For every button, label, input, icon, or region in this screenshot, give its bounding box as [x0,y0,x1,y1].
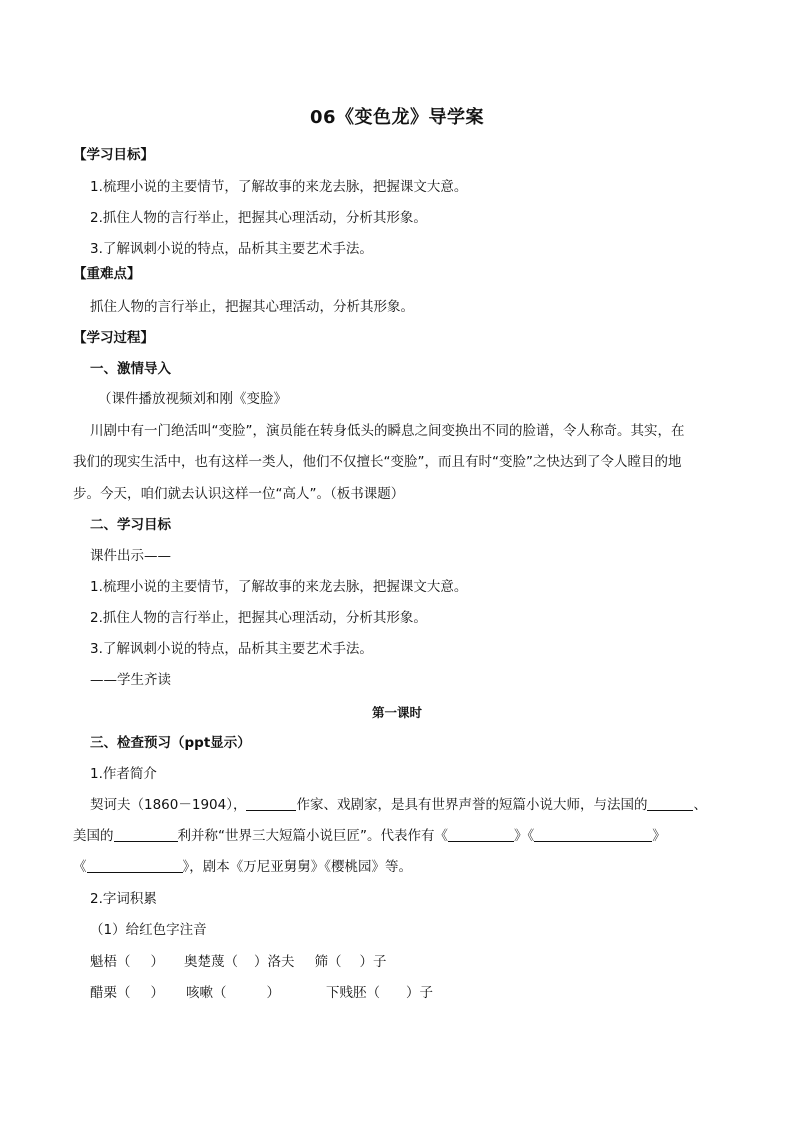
section2-intro: 课件出示—— [90,548,171,564]
lesson-title: 第一课时 [371,705,422,720]
pinyin-row-2 [90,983,750,1003]
word-label: 下贱胚（ [326,985,380,1001]
objective-item: 1.梳理小说的主要情节，了解故事的来龙去脉，把握课文大意。 [90,179,468,195]
words-subheading: （1）给红色字注音 [90,922,207,938]
document-title: 06《变色龙》导学案 [309,107,485,128]
word-label: 筛（ [314,954,342,970]
section2-item: 2.抓住人物的言行举止，把握其心理活动，分析其形象。 [90,610,427,626]
section2-item: 1.梳理小说的主要情节，了解故事的来龙去脉，把握课文大意。 [90,579,468,595]
author-line-3 [73,857,733,877]
word-label: ） [266,985,280,1001]
author-text: 美国的 [73,828,114,844]
author-text: 》 [652,828,666,844]
section1-paragraph-line: 我们的现实生活中，也有这样一类人，他们不仅擅长“变脸”，而且有时“变脸”之快达到了令人瞠目的地 [73,454,682,470]
word-label: 魁梧（ [90,954,131,970]
section3-heading: 三、检查预习（ppt显示） [90,735,251,751]
fill-blank[interactable] [647,796,693,811]
section2-item: 3.了解讽刺小说的特点，品析其主要艺术手法。 [90,641,373,657]
fill-blank[interactable] [114,827,178,842]
objective-item: 3.了解讽刺小说的特点，品析其主要艺术手法。 [90,241,373,257]
author-text: 《 [73,859,87,875]
author-line-2 [73,826,733,846]
word-label: ）洛夫 [254,954,295,970]
word-label: 醋栗（ [90,985,131,1001]
fill-blank[interactable] [246,796,296,811]
author-text: 作家、戏剧家，是具有世界声誉的短篇小说大师，与法国的 [296,797,648,813]
word-label: ）子 [359,954,387,970]
process-heading: 【学习过程】 [73,330,154,346]
pinyin-row-1 [90,952,750,972]
fill-blank[interactable] [534,827,652,842]
author-line-1 [90,795,750,815]
author-text: 》，剧本《万尼亚舅舅》《樱桃园》等。 [182,859,412,875]
author-heading: 1.作者简介 [90,766,157,782]
section2-heading: 二、学习目标 [90,517,171,533]
words-heading: 2.字词积累 [90,891,157,907]
fill-blank[interactable] [448,827,514,842]
author-text: 利并称“世界三大短篇小说巨匠”。代表作有《 [177,828,448,844]
objective-item: 2.抓住人物的言行举止，把握其心理活动，分析其形象。 [90,210,427,226]
section1-paragraph-line: 川剧中有一门绝活叫“变脸”，演员能在转身低头的瞬息之间变换出不同的脸谱，令人称奇。其实，在 [90,423,685,439]
key-text: 抓住人物的言行举止，把握其心理活动，分析其形象。 [90,299,414,315]
key-heading: 【重难点】 [73,266,141,282]
word-label: 奥楚蔑（ [184,954,238,970]
author-text: 》《 [514,828,535,844]
author-text: 契诃夫（1860－1904）， [90,797,247,813]
objectives-heading: 【学习目标】 [73,147,154,163]
section1-note: （课件播放视频刘和刚《变脸》 [98,391,287,407]
word-label: 咳嗽（ [186,985,227,1001]
section2-outro: ——学生齐读 [90,672,171,688]
section1-heading: 一、激情导入 [90,361,171,377]
fill-blank[interactable] [87,858,183,873]
word-label: ） [150,954,164,970]
word-label: ） [150,985,164,1001]
section1-paragraph-line: 步。今天，咱们就去认识这样一位“高人”。（板书课题） [73,486,405,502]
author-text: 、 [693,797,707,813]
word-label: ）子 [406,985,433,1001]
